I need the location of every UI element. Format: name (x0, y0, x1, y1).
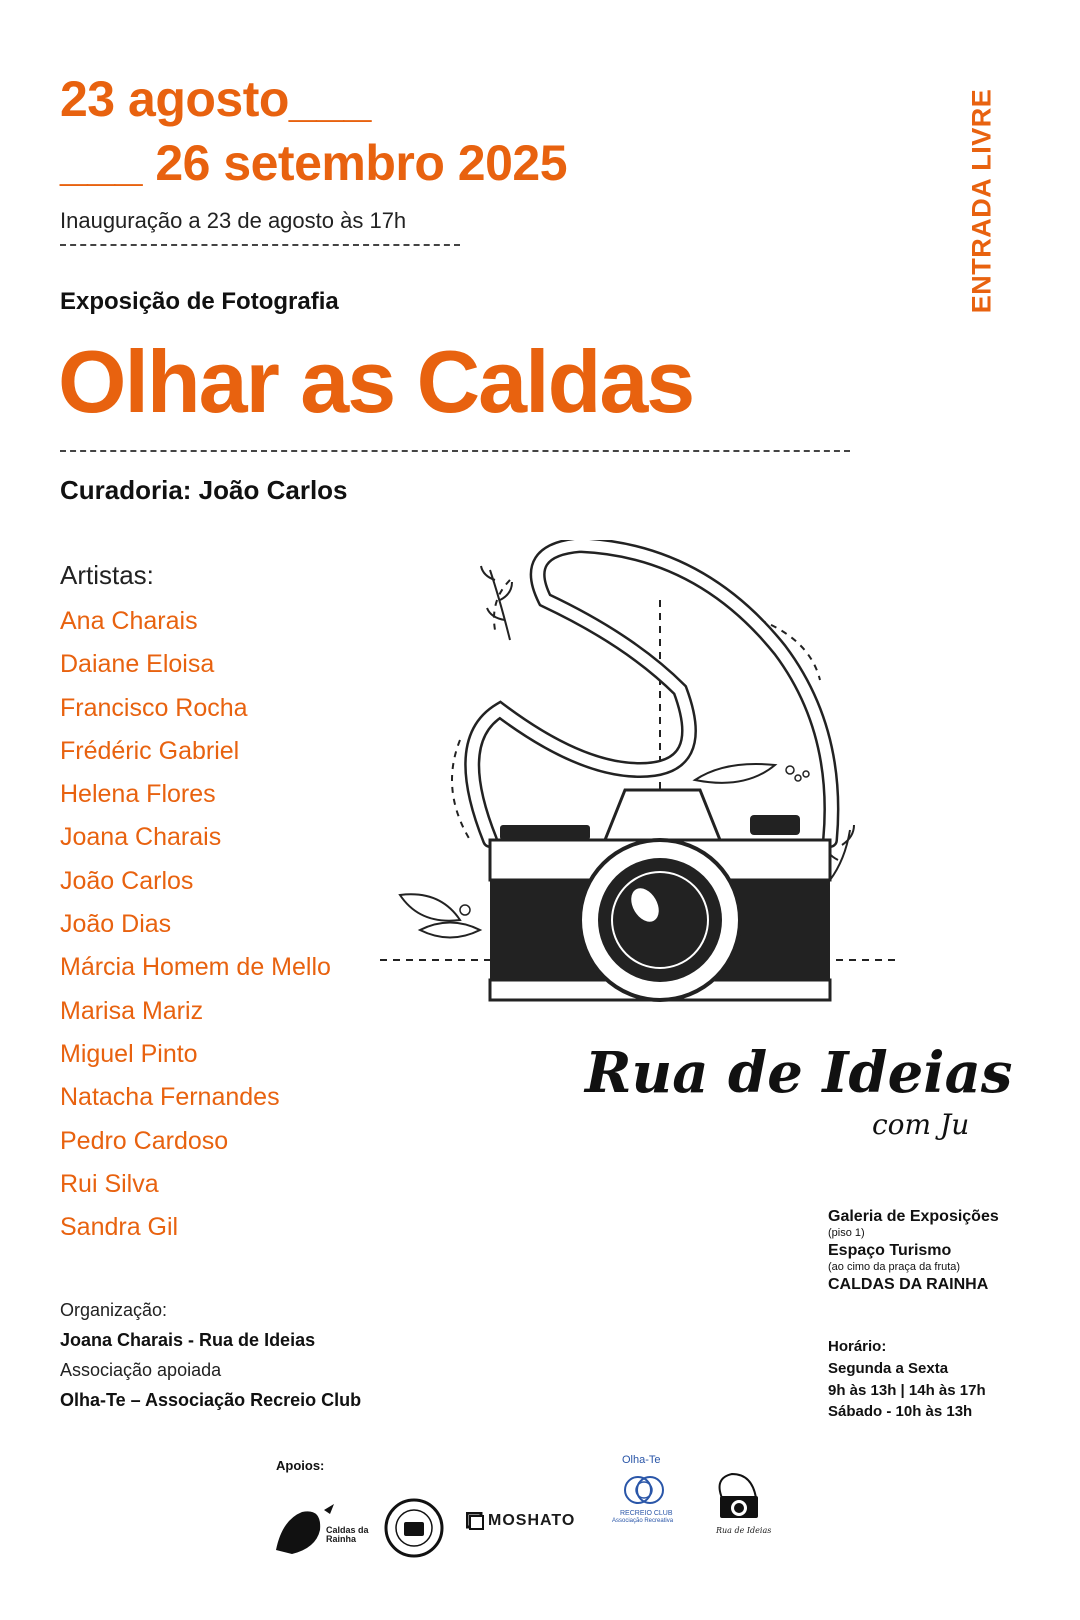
exhibition-title: Olhar as Caldas (58, 332, 694, 431)
organization (60, 1300, 361, 1420)
artist-name: Ana Charais (60, 607, 198, 635)
divider (60, 450, 850, 452)
brand-name: Rua de Ideias (585, 1040, 1013, 1106)
artist-name: Joana Charais (60, 823, 222, 852)
camera-illustration (380, 540, 920, 1030)
assoc-label: Associação apoiada (60, 1360, 222, 1380)
artists-list (60, 604, 331, 1253)
brand-sub: com Ju (872, 1108, 970, 1141)
artist-name: Rui Silva (60, 1169, 159, 1198)
artist-name: Marisa Mariz (60, 996, 204, 1025)
artist-name: Márcia Homem de Mello (60, 953, 331, 982)
venue-place: Espaço Turismo (828, 1241, 952, 1259)
venue-city: CALDAS DA RAINHA (828, 1275, 989, 1293)
light-syndicate-logo: LIGHT SYNDICATE ACADEMY (382, 1490, 452, 1560)
artist-name: Natacha Fernandes (60, 1083, 280, 1112)
moshato-logo: MOSHATO (466, 1490, 591, 1560)
venue-gallery: Galeria de Exposições (828, 1208, 999, 1225)
hours-weekdays: Segunda a Sexta (828, 1359, 949, 1377)
hours-info (828, 1336, 986, 1423)
date-end: ___ 26 setembro 2025 (60, 135, 568, 191)
hours-saturday: Sábado - 10h às 13h (828, 1403, 973, 1421)
divider (60, 244, 460, 246)
artist-name: Pedro Cardoso (60, 1126, 229, 1155)
hours-weekday-times: 9h às 13h | 14h às 17h (828, 1381, 986, 1399)
exhibition-type: Exposição de Fotografia (60, 288, 339, 315)
olha-te-logo: Olha-Te RECREIO CLUB Associação Recreativa (612, 1454, 674, 1524)
venue-info (828, 1207, 999, 1295)
org-name: Joana Charais - Rua de Ideias (60, 1330, 316, 1350)
org-label: Organização: (60, 1300, 168, 1320)
artist-name: Miguel Pinto (60, 1039, 198, 1068)
entry-badge (962, 76, 1002, 326)
date-start: 23 agosto___ (60, 71, 371, 127)
rua-de-ideias-logo: Rua de Ideias (706, 1490, 776, 1560)
artists-label: Artistas: (60, 560, 154, 590)
venue-note: (ao cimo da praça da fruta) (828, 1260, 961, 1273)
assoc-name: Olha-Te – Associação Recreio Club (60, 1390, 362, 1410)
venue-floor: (piso 1) (828, 1227, 865, 1239)
camera-body (490, 790, 830, 1000)
caldas-da-rainha-logo: Caldas da Rainha (272, 1490, 382, 1560)
hours-label: Horário: (828, 1338, 887, 1355)
curator: Curadoria: João Carlos (60, 475, 348, 505)
artist-name: Helena Flores (60, 780, 216, 809)
artist-name: Francisco Rocha (60, 693, 248, 722)
artist-name: Frédéric Gabriel (60, 736, 240, 765)
entry-text: ENTRADA LIVRE (966, 88, 997, 314)
opening-text: Inauguração a 23 de agosto às 17h (60, 208, 407, 233)
artist-name: João Dias (60, 910, 172, 939)
artist-name: Daiane Eloisa (60, 650, 215, 679)
sponsors-label: Apoios: (276, 1458, 325, 1473)
artist-name: Sandra Gil (60, 1213, 179, 1242)
artist-name: João Carlos (60, 866, 194, 895)
